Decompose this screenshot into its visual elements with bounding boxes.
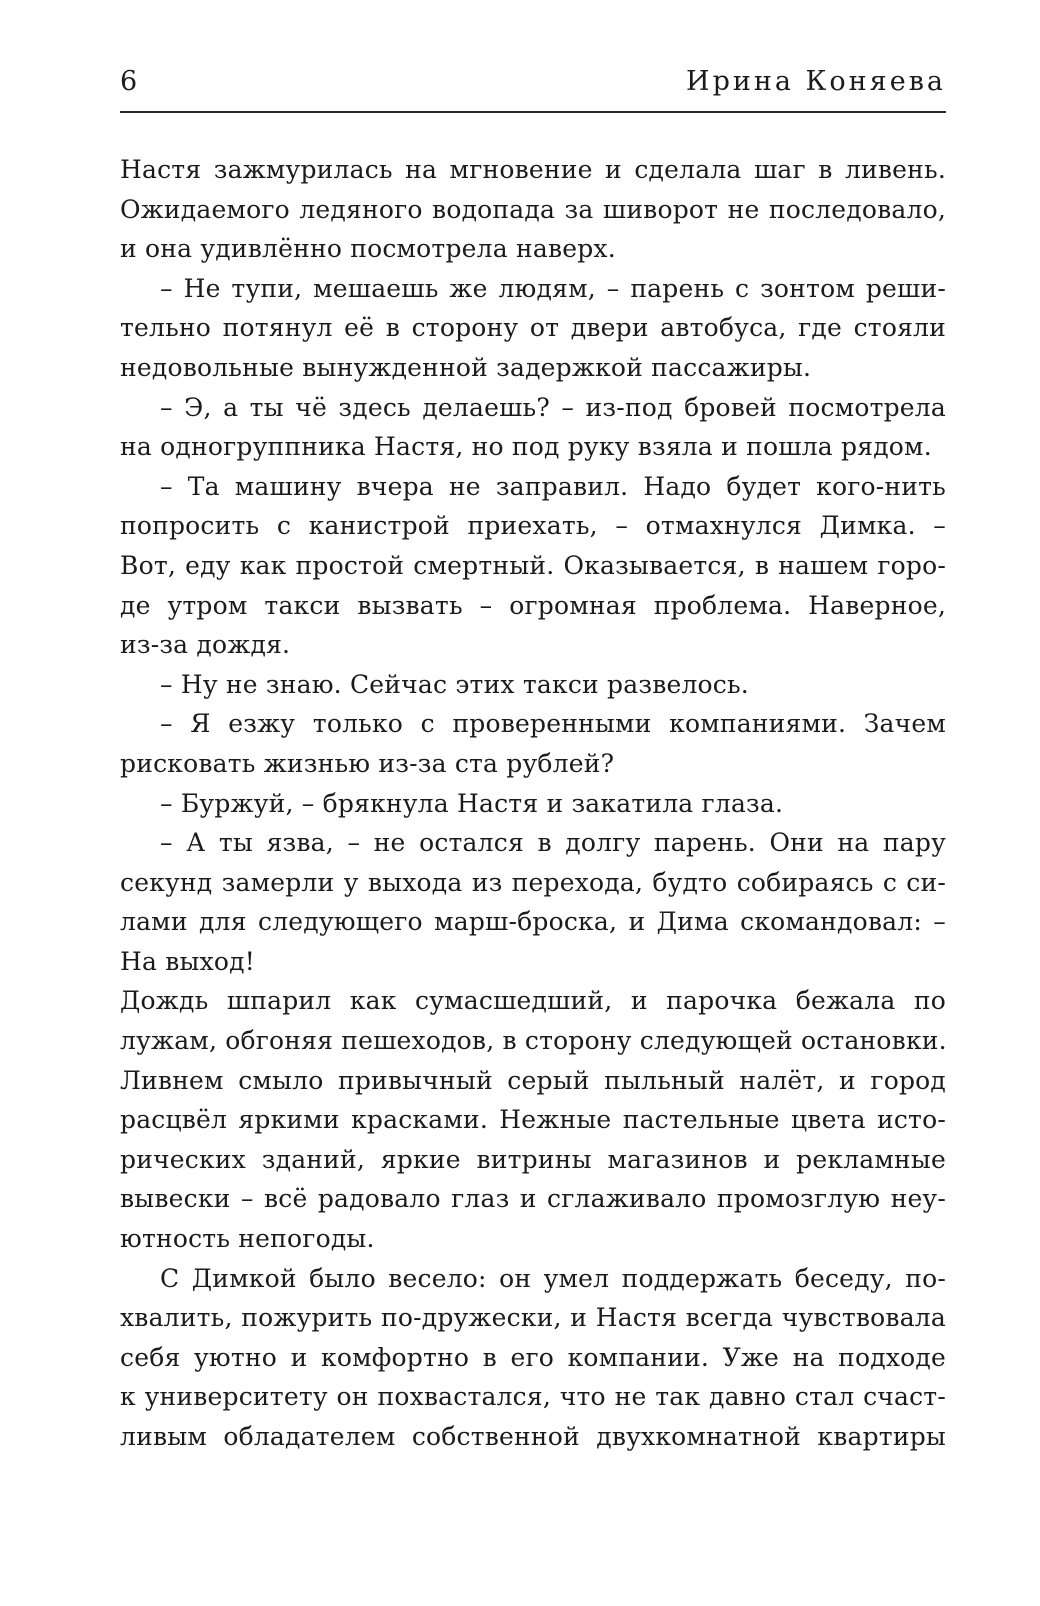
page-header [120, 62, 946, 106]
text-line: – Ну не знаю. Сейчас этих такси развелось. [160, 669, 749, 699]
text-line: секунд замерли у выхода из перехода, будто собираясь с си- [120, 867, 946, 897]
text-line: расцвёл яркими красками. Нежные пастельные цвета исто- [120, 1105, 946, 1135]
text-line: к университету он похвастался, что не так давно стал счаст- [120, 1382, 946, 1412]
text-line: – Э, а ты чё здесь делаешь? – из-под бровей посмотрела [160, 392, 946, 422]
text-line: – Буржуй, – брякнула Настя и закатила глаза. [160, 788, 784, 818]
text-line: Ожидаемого ледяного водопада за шиворот не последовало, [120, 194, 946, 224]
text-line: – Не тупи, мешаешь же людям, – парень с зонтом реши- [160, 273, 946, 303]
text-line: хвалить, пожурить по-дружески, и Настя всегда чувствовала [120, 1303, 946, 1333]
text-line: вывески – всё радовало глаз и сглаживало промозглую неу- [120, 1184, 946, 1214]
text-line: лужам, обгоняя пешеходов, в сторону следующей остановки. [120, 1026, 947, 1056]
text-line: ливым обладателем собственной двухкомнатной квартиры [120, 1422, 946, 1451]
text-line: тельно потянул её в сторону от двери автобуса, где стояли [120, 313, 946, 343]
page-number: 6 [120, 66, 138, 97]
text-line: – А ты язва, – не остался в долгу парень. Они на пару [160, 828, 946, 858]
text-line: недовольные вынужденной задержкой пассажиры. [120, 352, 812, 382]
text-line: де утром такси вызвать – огромная проблема. Наверное, [120, 590, 946, 620]
text-line: – Та машину вчера не заправил. Надо будет кого-нить [160, 471, 946, 501]
header-rule [120, 111, 946, 113]
body-text [120, 150, 946, 1457]
text-line: – Я езжу только с проверенными компаниями. Зачем [160, 709, 946, 739]
text-line: С Димкой было весело: он умел поддержать беседу, по- [160, 1263, 946, 1293]
text-line: Вот, еду как простой смертный. Оказывается, в нашем горо- [120, 550, 946, 580]
text-line: На выход! [120, 946, 256, 976]
text-line: Ливнем смыло привычный серый пыльный налёт, и город [120, 1065, 946, 1095]
text-line: ютность непогоды. [120, 1224, 375, 1254]
text-line: лами для следующего марш-броска, и Дима скомандовал: – [120, 907, 946, 937]
text-line: попросить с канистрой приехать, – отмахнулся Димка. – [120, 511, 946, 541]
text-line: Настя зажмурилась на мгновение и сделала шаг в ливень. [120, 155, 946, 184]
text-line: на одногруппника Настя, но под руку взяла и пошла рядом. [120, 432, 932, 462]
text-line: Дождь шпарил как сумасшедший, и парочка бежала по [120, 986, 946, 1016]
text-line: рисковать жизнью из-за ста рублей? [120, 748, 615, 778]
text-line: из-за дождя. [120, 630, 291, 660]
text-line: рических зданий, яркие витрины магазинов и рекламные [120, 1144, 946, 1174]
running-head-author: Ирина Коняева [686, 66, 946, 97]
text-line: себя уютно и комфортно в его компании. Уже на подходе [120, 1342, 946, 1372]
text-line: и она удивлённо посмотрела наверх. [120, 234, 616, 264]
